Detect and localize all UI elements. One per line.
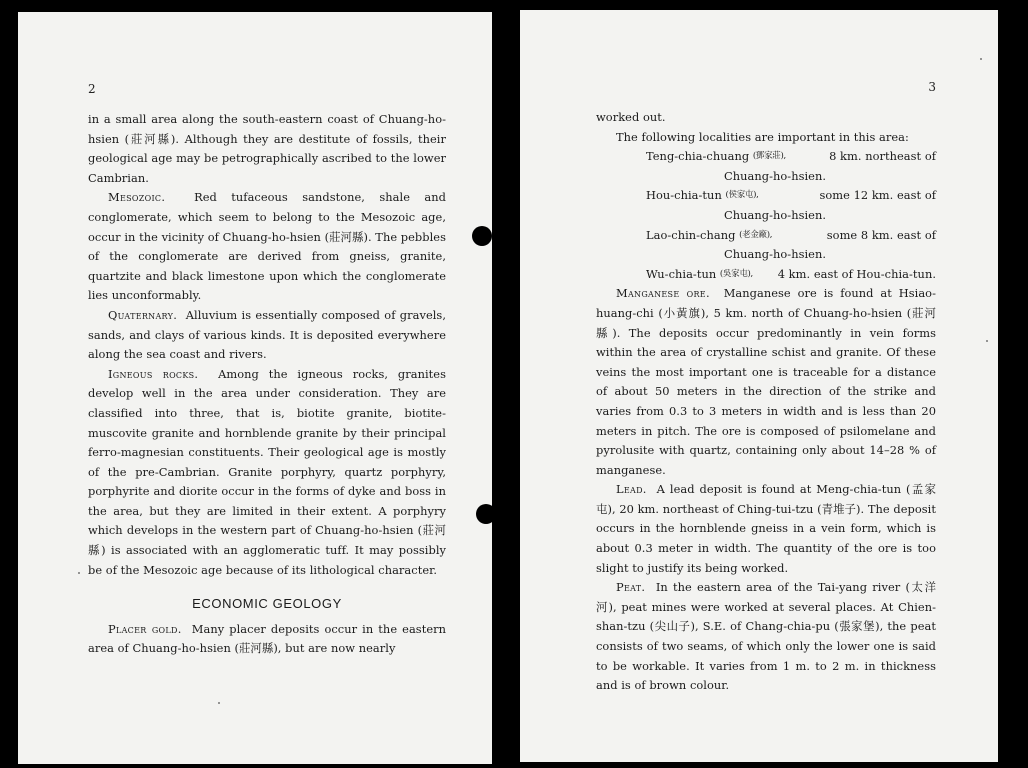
paper-speck xyxy=(986,340,988,342)
text-lead: A lead deposit is found at Meng-chia-tun (孟家屯), 20 km. northeast of Ching-tui-tzu (青堆子). The deposit occurs in the hornblende gneiss in a vein form, which is about 0.3 meter in width. The quantity of the ore is too slight to justify its being worked. xyxy=(596,482,937,575)
label-placer-gold: Placer gold. xyxy=(108,621,182,636)
locality-continuation: Chuang-ho-hsien. xyxy=(724,247,827,262)
paragraph-lead xyxy=(596,480,936,578)
paragraph-mesozoic xyxy=(88,188,446,306)
paper-speck xyxy=(980,58,982,60)
locality-chinese: (侯家屯), xyxy=(725,190,759,201)
locality-item xyxy=(596,147,936,167)
text-quaternary: Alluvium is essentially composed of gravels, sands, and clays of various kinds. It is deposited everywhere along the sea coast and rivers. xyxy=(88,307,446,362)
locality-continuation: Chuang-ho-hsien. xyxy=(724,168,827,183)
locality-detail: some 12 km. east of xyxy=(819,188,936,203)
locality-chinese: (吳家屯), xyxy=(719,268,753,279)
locality-name: Lao-chin-chang xyxy=(646,227,736,242)
right-page-text xyxy=(596,108,936,696)
label-lead: Lead. xyxy=(616,482,647,497)
paragraph-quaternary xyxy=(88,306,446,365)
text-manganese: Manganese ore is found at Hsiao-huang-chi (小黃旗), 5 km. north of Chuang-ho-hsien (莊河縣). The deposits occur predominantly in vein forms within the area of crystalline schist and granite. Of these veins the most important one is traceable for a distance of about 50 meters in the direction of the strike and varies from 0.3 to 3 meters in width and is less than 20 meters in pitch. The ore is composed of psilomelane and pyrolusite with quartz, containing only about 14–28 % of manganese. xyxy=(596,286,936,477)
label-peat: Peat. xyxy=(616,580,646,595)
locality-item xyxy=(596,186,936,206)
text-peat: In the eastern area of the Tai-yang river (太洋河), peat mines were worked at several places. At Chien-shan-tzu (尖山子), S.E. of Chang-chia-pu (張家堡), the peat consists of two seams, of which only the lower one is said to be workable. It varies from 1 m. to 2 m. in thickness and is of brown colour. xyxy=(596,580,937,693)
left-page xyxy=(18,12,492,764)
binding-hole xyxy=(472,226,492,246)
locality-name: Hou-chia-tun xyxy=(646,188,722,203)
locality-chinese: (老金廠), xyxy=(739,229,773,240)
locality-name: Teng-chia-chuang xyxy=(646,149,750,164)
label-mesozoic: Mesozoic. xyxy=(108,190,166,205)
paragraph-localities-intro: The following localities are important in this area: xyxy=(616,129,909,144)
right-page xyxy=(520,10,998,762)
locality-detail: 8 km. northeast of xyxy=(829,149,936,164)
locality-detail: 4 km. east of Hou-chia-tun. xyxy=(777,266,936,281)
text-igneous: Among the igneous rocks, granites develop well in the area under consideration. They are classified into three, that is, biotite granite, biotite-muscovite granite and hornblende granite by their principal ferro-magnesian constituents. Their geological age is mostly of the pre-Cambrian. Granite porphyry, quartz porphyry, porphyrite and diorite occur in the forms of dyke and boss in the area, but they are limited in their extent. A porphyry which develops in the western part of Chuang-ho-hsien (莊河縣) is associated with an agglomeratic tuff. It may possibly be of the Mesozoic age because of its lithological character. xyxy=(88,366,446,577)
locality-detail: some 8 km. east of xyxy=(826,227,936,242)
text-placer-gold: Many placer deposits occur in the eastern area of Chuang-ho-hsien (莊河縣), but are now nearly xyxy=(88,621,446,656)
paragraph-cambrian: in a small area along the south-eastern coast of Chuang-ho-hsien (莊河縣). Although they are destitute of fossils, their geological age may be petrographically ascribed to the lower Cambrian. xyxy=(88,112,446,185)
left-page-text xyxy=(88,110,446,659)
paper-speck xyxy=(78,572,80,574)
paragraph-manganese xyxy=(596,284,936,480)
paragraph-peat xyxy=(596,578,936,696)
label-manganese: Manganese ore. xyxy=(616,286,710,301)
binding-hole xyxy=(476,504,496,524)
locality-name: Wu-chia-tun xyxy=(646,266,717,281)
paper-speck xyxy=(218,702,220,704)
locality-continuation: Chuang-ho-hsien. xyxy=(724,207,827,222)
locality-item xyxy=(596,265,936,285)
page-number-left: 2 xyxy=(88,82,96,96)
page-number-right: 3 xyxy=(928,80,936,94)
label-quaternary: Quaternary. xyxy=(108,307,178,322)
paragraph-placer-gold xyxy=(88,620,446,659)
locality-item xyxy=(596,226,936,246)
paragraph-igneous xyxy=(88,365,446,581)
heading-economic-geology: ECONOMIC GEOLOGY xyxy=(192,596,342,612)
text-mesozoic: Red tufaceous sandstone, shale and conglomerate, which seem to belong to the Mesozoic age, occur in the vicinity of Chuang-ho-hsien (莊河縣). The pebbles of the conglomerate are derived from gneiss, granite, quartzite and black limestone upon which the conglomerate lies unconformably. xyxy=(88,190,446,303)
label-igneous: Igneous rocks. xyxy=(108,366,199,381)
paragraph-worked-out: worked out. xyxy=(596,110,666,124)
locality-chinese: (鄧家莊), xyxy=(752,151,786,162)
locality-list xyxy=(596,147,936,284)
